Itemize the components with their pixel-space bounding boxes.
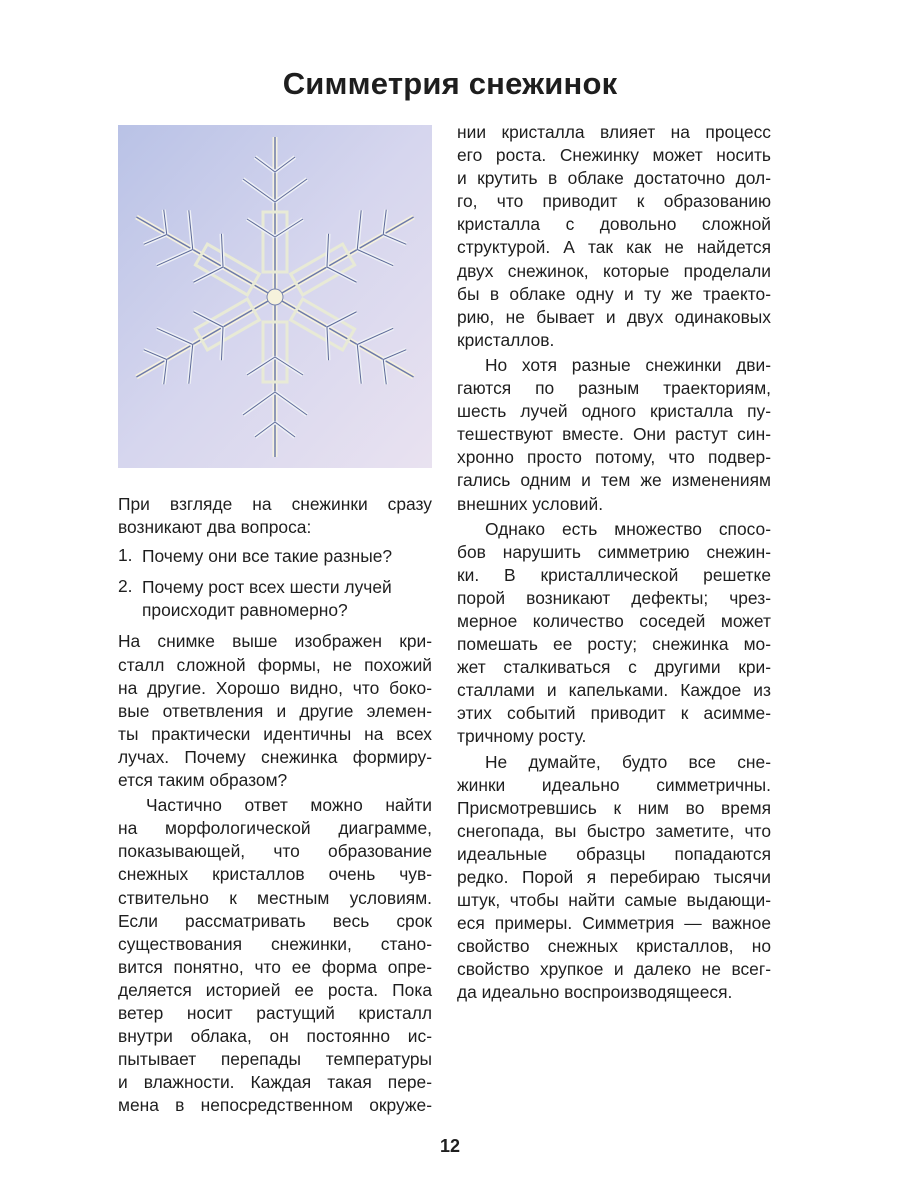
- text-line: Если рассматривать весь срок: [118, 910, 432, 931]
- text-line: ется таким образом?: [118, 770, 288, 791]
- text-line: идеальные образцы попадаются: [457, 843, 771, 864]
- text-line: хронно просто потому, что подвер-: [457, 447, 771, 468]
- intro-paragraph: [118, 493, 432, 539]
- paragraph: [457, 121, 771, 352]
- text-line: внешних условий.: [457, 493, 604, 514]
- text-line: ствительно к местным условиям.: [118, 887, 432, 908]
- text-line: структурой. А так как не найдется: [457, 237, 771, 258]
- paragraph: [118, 630, 432, 792]
- text-line: и крутить в облаке достаточно дол-: [457, 168, 771, 189]
- text-line: нии кристалла влияет на процесс: [457, 122, 771, 142]
- text-line: тешествуют вместе. Они растут син-: [457, 424, 771, 445]
- text-line: порой возникают дефекты; чрез-: [457, 587, 771, 608]
- list-text: [142, 545, 392, 568]
- text-line: внутри облака, он постоянно ис-: [118, 1026, 432, 1047]
- text-line: штук, чтобы найти самые выдающи-: [457, 890, 771, 911]
- page-title: Симметрия снежинок: [282, 66, 618, 101]
- list-number: 1.: [118, 545, 133, 566]
- text-line: бов нарушить симметрию снежин-: [457, 541, 771, 562]
- text-line: ветер носит растущий кристалл: [118, 1002, 432, 1023]
- questions-list: [118, 545, 432, 622]
- text-line: существования снежинки, стано-: [118, 933, 432, 954]
- text-line: помешать ее росту; снежинка мо-: [457, 634, 771, 655]
- text-line: деляется историей ее роста. Пока: [118, 979, 432, 1000]
- text-line: ки. В кристаллической решетке: [457, 564, 771, 585]
- text-line: Однако есть множество спосо-: [485, 518, 771, 539]
- text-line: свойство хрупкое и далеко не всег-: [457, 959, 771, 980]
- text-line: вится понятно, что ее форма опре-: [118, 956, 432, 977]
- text-line: Не думайте, будто все сне-: [485, 751, 771, 772]
- text-line: Почему они все такие разные?: [142, 546, 393, 567]
- text-line: Почему рост всех шести лучей: [142, 577, 392, 598]
- text-line: Присмотревшись к ним во время: [457, 797, 771, 818]
- text-line: Но хотя разные снежинки дви-: [485, 354, 771, 375]
- text-line: мерное количество соседей может: [457, 610, 771, 631]
- text-line: Частично ответ можно найти: [146, 795, 432, 816]
- text-line: сталлами и капельками. Каждое из: [457, 680, 771, 701]
- text-line: гались одним и тем же изменениям: [457, 470, 771, 491]
- text-line: двух снежинок, которые проделали: [457, 260, 771, 281]
- text-line: кристаллов.: [457, 329, 555, 350]
- text-line: гаются по разным траекториям,: [457, 378, 771, 399]
- text-line: да идеально воспроизводящееся.: [457, 982, 733, 1003]
- text-line: жет сталкиваться с другими кри-: [457, 657, 771, 678]
- text-line: На снимке выше изображен кри-: [118, 631, 432, 652]
- list-number: 2.: [118, 576, 133, 597]
- text-line: возникают два вопроса:: [118, 517, 312, 538]
- paragraph: [457, 518, 771, 749]
- text-line: еся примеры. Симметрия — важное: [457, 913, 771, 934]
- paragraph: [457, 354, 771, 516]
- page-number: 12: [439, 1136, 461, 1156]
- text-line: свойство снежных кристаллов, но: [457, 936, 771, 957]
- text-line: вые ответвления и другие элемен-: [118, 700, 432, 721]
- paragraph: [457, 751, 771, 1005]
- text-line: на морфологической диаграмме,: [118, 818, 432, 839]
- snowflake-photo: [118, 125, 432, 468]
- text-line: ты практически идентичны на всех: [118, 723, 432, 744]
- text-line: го, что приводит к образованию: [457, 191, 771, 212]
- text-line: показывающей, что образование: [118, 841, 432, 862]
- text-line: происходит равномерно?: [142, 600, 348, 621]
- text-line: шесть лучей одного кристалла пу-: [457, 401, 771, 422]
- list-item: [118, 576, 432, 622]
- text-line: При взгляде на снежинки сразу: [118, 494, 432, 514]
- text-line: кристалла с довольно сложной: [457, 214, 771, 235]
- list-text: [142, 576, 392, 622]
- text-line: сталл сложной формы, не похожий: [118, 654, 432, 675]
- text-line: снегопада, вы быстро заметите, что: [457, 820, 771, 841]
- text-line: снежных кристаллов очень чув-: [118, 864, 432, 885]
- text-line: бы в облаке одну и ту же траекто-: [457, 283, 771, 304]
- paragraph: [118, 794, 432, 1117]
- text-line: этих событий приводит к асимме-: [457, 703, 771, 724]
- left-column: [118, 493, 432, 1119]
- text-line: рию, не бывает и двух одинаковых: [457, 306, 771, 327]
- text-line: на другие. Хорошо видно, что боко-: [118, 677, 432, 698]
- text-line: пытывает перепады температуры: [118, 1049, 432, 1070]
- text-line: и влажности. Каждая такая пере-: [118, 1072, 432, 1093]
- text-line: лучах. Почему снежинка формиру-: [118, 746, 432, 767]
- text-line: его роста. Снежинку может носить: [457, 145, 771, 166]
- right-column: [457, 121, 771, 1007]
- text-line: жинки идеально симметричны.: [457, 774, 771, 795]
- text-line: редко. Порой я перебираю тысячи: [457, 867, 771, 887]
- list-item: [118, 545, 432, 568]
- text-line: тричному росту.: [457, 726, 587, 747]
- text-line: мена в непосредственном окруже-: [118, 1095, 432, 1116]
